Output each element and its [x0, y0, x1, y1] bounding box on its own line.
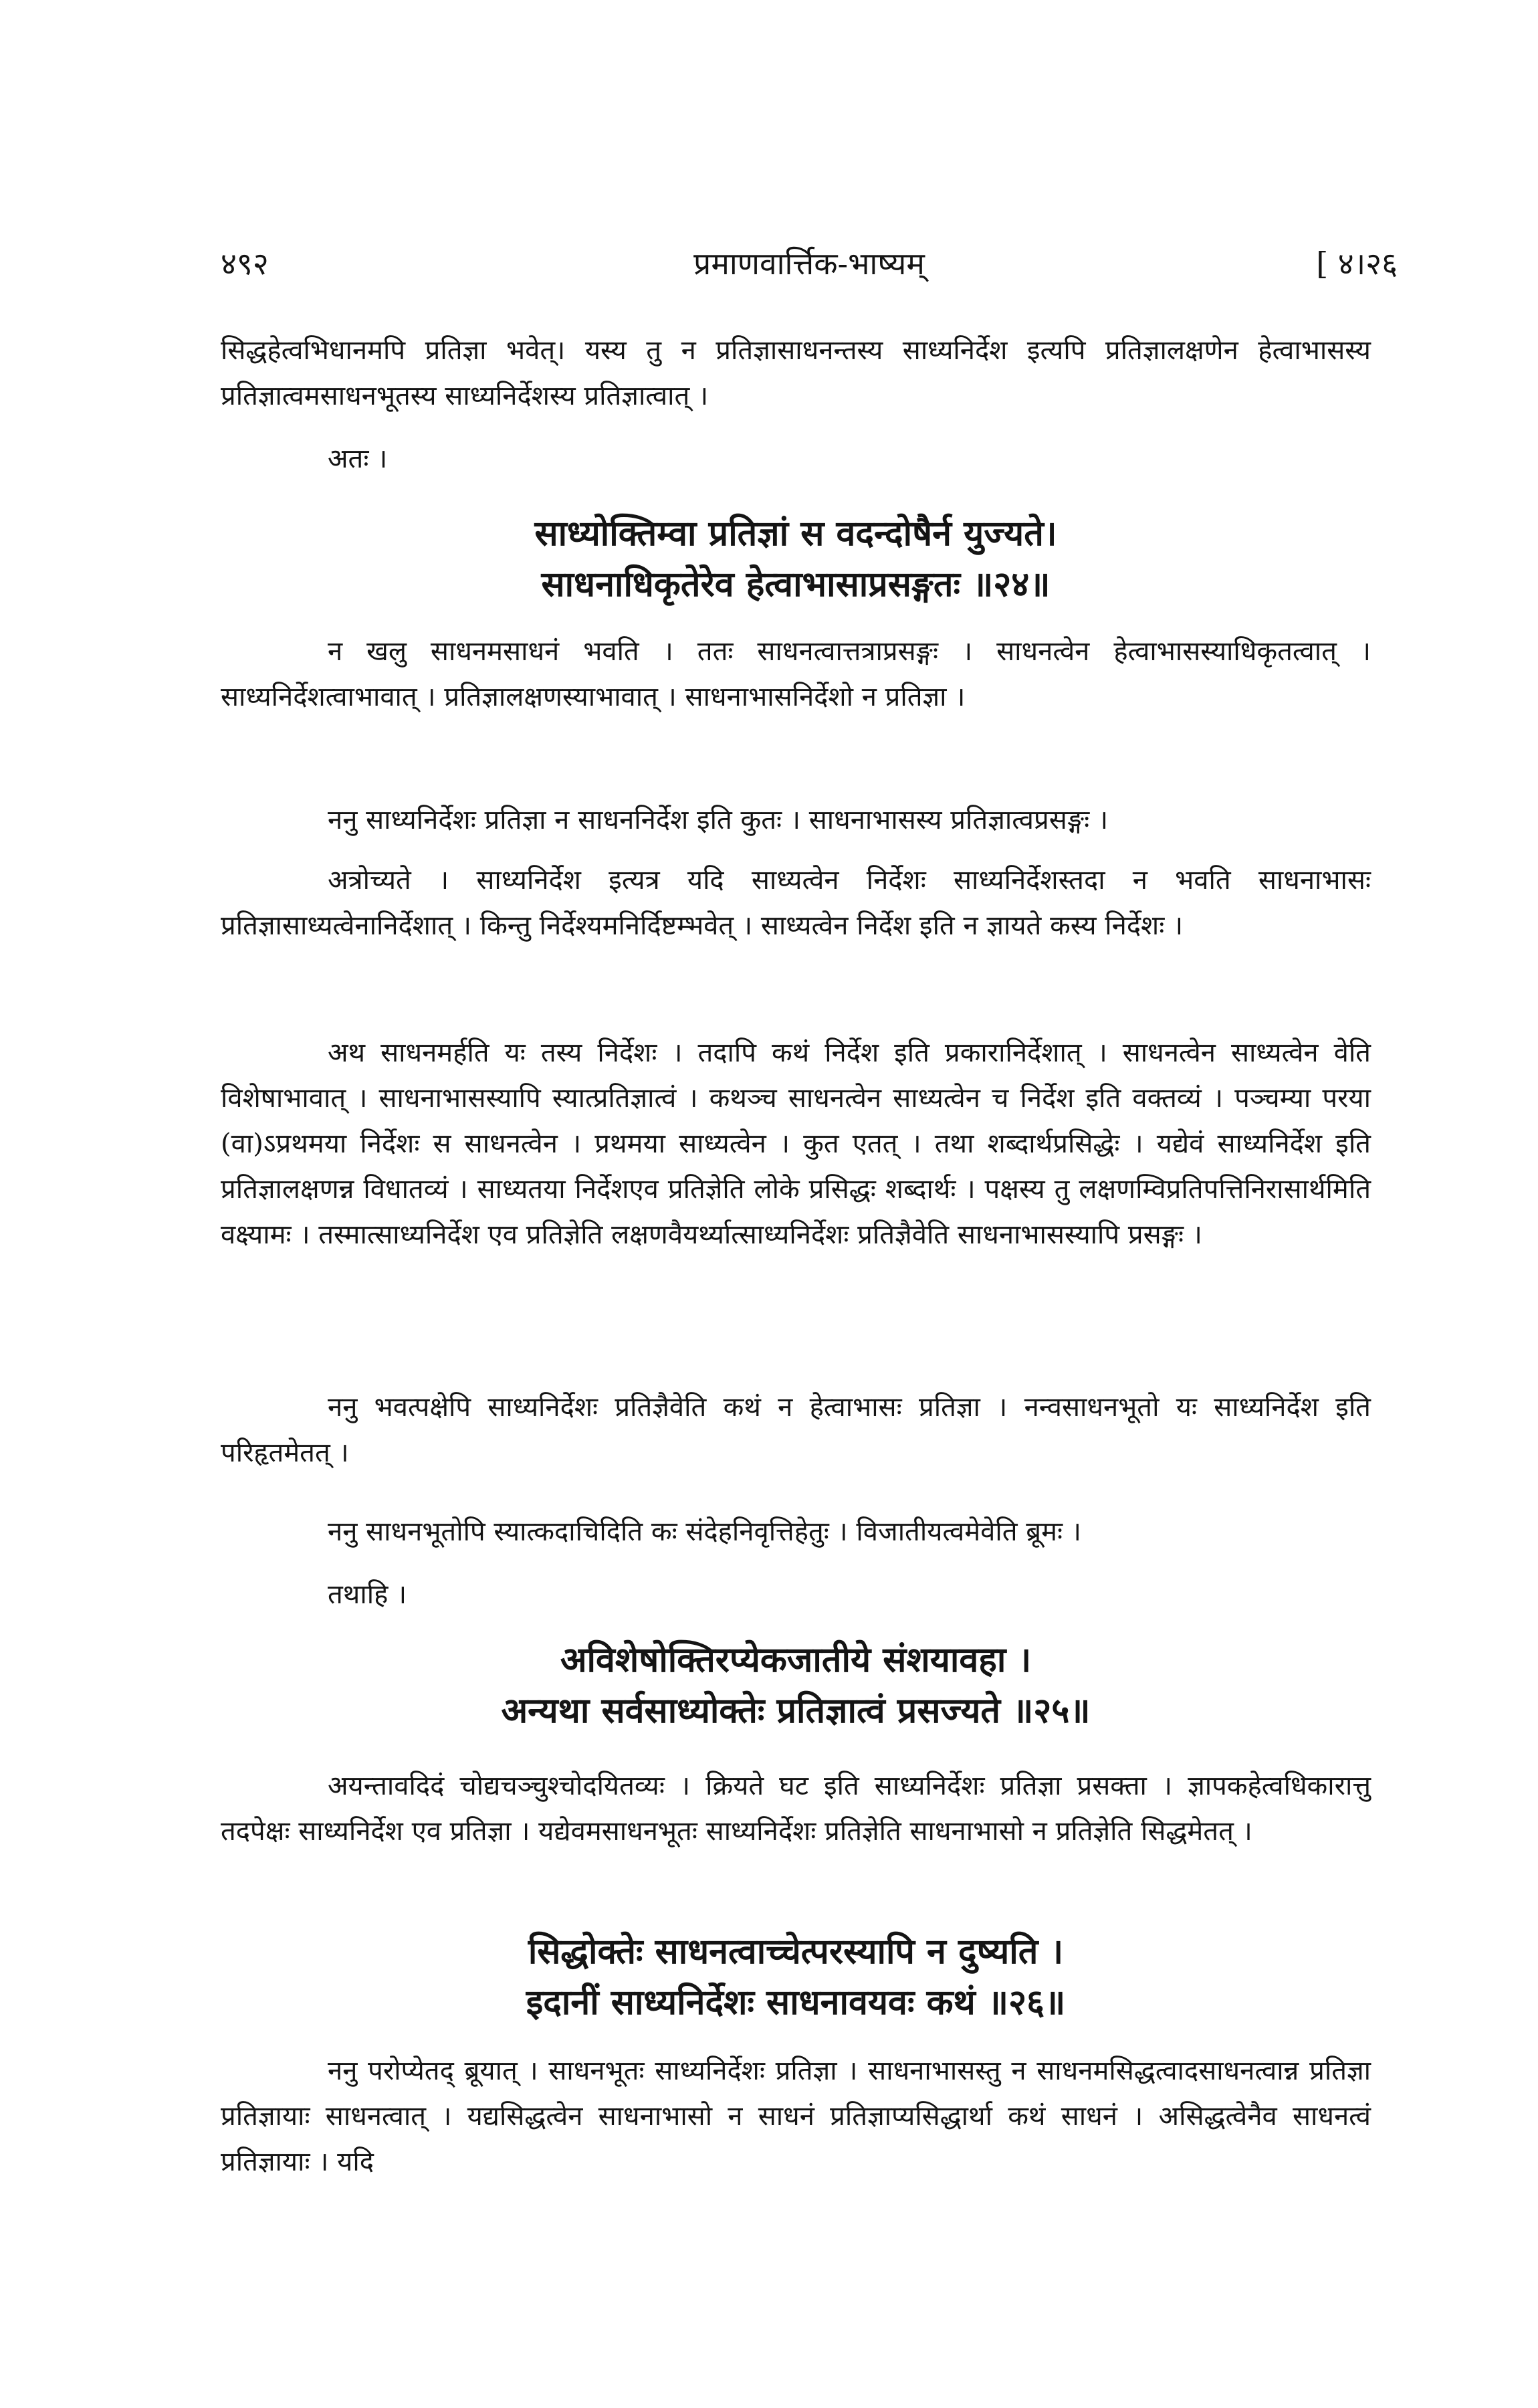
verse-26 [221, 1926, 1371, 2028]
running-title: प्रमाणवार्त्तिक-भाष्यम् [693, 245, 925, 282]
verse-26-line-1: सिद्धोक्तेः साधनत्वाच्चेत्परस्यापि न दुष्यति । [528, 1931, 1064, 1972]
paragraph-atah: अतः । [328, 443, 388, 474]
paragraph-reply: अत्रोच्यते । साध्यनिर्देश इत्यत्र यदि साध्यत्वेन निर्देशः साध्यनिर्देशस्तदा न भवति साधनाभासः प्रतिज्ञासाध्यत्वेनानिर्देशात् । किन्तु निर्देश्यमनिर्दिष्टम्भवेत् । साध्यत्वेन निर्देश इति न ज्ञायते कस्य निर्देशः । [221, 865, 1371, 941]
paragraph-objection: ननु साध्यनिर्देशः प्रतिज्ञा न साधननिर्देश इति कुतः । साधनाभासस्य प्रतिज्ञात्वप्रसङ्गः । [328, 805, 1109, 835]
paragraph-nanu-bhavat: ननु भवत्पक्षेपि साध्यनिर्देशः प्रतिज्ञैवेति कथं न हेत्वाभासः प्रतिज्ञा । नन्वसाधनभूतो यः साध्यनिर्देश इति परिहृतमेतत् । [221, 1392, 1371, 1468]
paragraph-commentary-24: न खलु साधनमसाधनं भवति । ततः साधनत्वात्तत्राप्रसङ्गः । साधनत्वेन हेत्वाभासस्याधिकृतत्वात् । साध्यनिर्देशत्वाभावात् । प्रतिज्ञालक्षणस्याभावात् । साधनाभासनिर्देशो न प्रतिज्ञा । [221, 636, 1371, 712]
paragraph-commentary-25: अयन्तावदिदं चोद्यचञ्चुश्चोदयितव्यः । क्रियते घट इति साध्यनिर्देशः प्रतिज्ञा प्रसक्ता । ज्ञापकहेत्वधिकारात्तु तदपेक्षः साध्यनिर्देश एव प्रतिज्ञा । यद्येवमसाधनभूतः साध्यनिर्देशः प्रतिज्ञेति साधनाभासो न प्रतिज्ञेति सिद्धमेतत् । [221, 1771, 1371, 1847]
paragraph-commentary-26: ननु परोप्येतद् ब्रूयात् । साधनभूतः साध्यनिर्देशः प्रतिज्ञा । साधनाभासस्तु न साधनमसिद्धत्वादसाधनत्वान्न प्रतिज्ञा प्रतिज्ञायाः साधनत्वात् । यद्यसिद्धत्वेन साधनाभासो न साधनं प्रतिज्ञाप्यसिद्धार्था कथं साधनं । असिद्धत्वेनैव साधनत्वं प्रतिज्ञायाः । यदि [221, 2055, 1371, 2177]
page-number: ४९२ [221, 245, 269, 282]
paragraph-nanu-sadhana: ननु साधनभूतोपि स्यात्कदाचिदिति कः संदेहनिवृत्तिहेतुः । विजातीयत्वमेवेति ब्रूमः । [328, 1516, 1081, 1547]
verse-reference: [ ४।२६ [1316, 245, 1398, 282]
verse-25 [221, 1635, 1371, 1736]
verse-25-line-2: अन्यथा सर्वसाध्योक्तेः प्रतिज्ञात्वं प्रसज्यते ॥२५॥ [501, 1690, 1091, 1731]
verse-25-line-1: अविशेषोक्तिरप्येकजातीये संशयावहा । [560, 1639, 1032, 1680]
paragraph-tathahi: तथाहि । [328, 1579, 407, 1610]
running-header [221, 242, 1398, 289]
verse-24 [221, 508, 1371, 610]
paragraph-atha: अथ साधनमर्हति यः तस्य निर्देशः । तदापि कथं निर्देश इति प्रकारानिर्देशात् । साधनत्वेन साध्यत्वेन वेति विशेषाभावात् । साधनाभासस्यापि स्यात्प्रतिज्ञात्वं । कथञ्च साधनत्वेन साध्यत्वेन च निर्देश इति वक्तव्यं । पञ्चम्या परया (वा)ऽप्रथमया निर्देशः स साधनत्वेन । प्रथमया साध्यत्वेन । कुत एतत् । तथा शब्दार्थप्रसिद्धेः । यद्येवं साध्यनिर्देश इति प्रतिज्ञालक्षणन्न विधातव्यं । साध्यतया निर्देशएव प्रतिज्ञेति लोके प्रसिद्धः शब्दार्थः । पक्षस्य तु लक्षणम्विप्रतिपत्तिनिरासार्थमिति वक्ष्यामः । तस्मात्साध्यनिर्देश एव प्रतिज्ञेति लक्षणवैयर्थ्यात्साध्यनिर्देशः प्रतिज्ञैवेति साधनाभासस्यापि प्रसङ्गः । [221, 1037, 1371, 1250]
verse-26-line-2: इदानीं साध्यनिर्देशः साधनावयवः कथं ॥२६॥ [526, 1982, 1066, 2023]
paragraph-opening: सिद्धहेत्वभिधानमपि प्रतिज्ञा भवेत्। यस्य तु न प्रतिज्ञासाधनन्तस्य साध्यनिर्देश इत्यपि प्रतिज्ञालक्षणेन हेत्वाभासस्य प्रतिज्ञात्वमसाधनभूतस्य साध्यनिर्देशस्य प्रतिज्ञात्वात् । [221, 335, 1371, 411]
verse-24-line-1: साध्योक्तिम्वा प्रतिज्ञां स वदन्दोषैर्न युज्यते। [534, 513, 1057, 554]
verse-24-line-2: साधनाधिकृतेरेव हेत्वाभासाप्रसङ्गतः ॥२४॥ [541, 564, 1051, 605]
